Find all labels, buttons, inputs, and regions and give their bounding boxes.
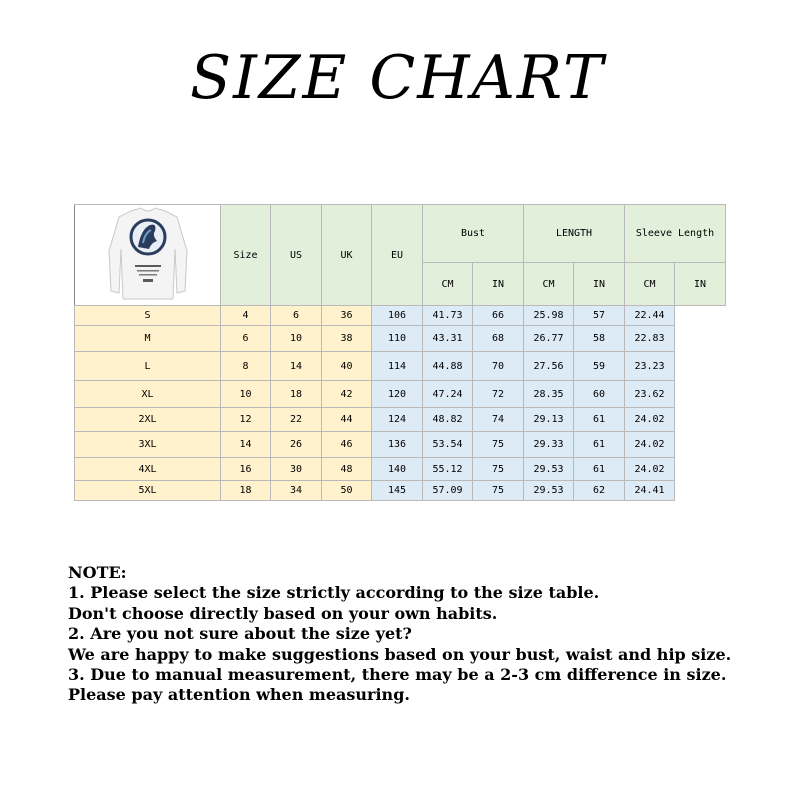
eu-cell: 38 (322, 326, 372, 352)
eu-cell: 46 (322, 432, 372, 458)
us-cell: 16 (221, 458, 271, 481)
bust-cm-cell: 140 (372, 458, 423, 481)
bust-in-header: IN (473, 263, 524, 306)
bust-in-cell: 53.54 (423, 432, 473, 458)
bust-cm-cell: 124 (372, 408, 423, 432)
length-in-cell: 28.35 (524, 381, 574, 408)
eu-cell: 50 (322, 481, 372, 501)
table-row (75, 458, 726, 481)
size-cell: 2XL (75, 408, 221, 432)
bust-cm-header: CM (423, 263, 473, 306)
note-line: 3. Due to manual measurement, there may be a 2-3 cm difference in size. (68, 665, 727, 685)
size-cell: L (75, 352, 221, 381)
note-line: Don't choose directly based on your own habits. (68, 603, 498, 623)
size-cell: 3XL (75, 432, 221, 458)
sleeve-cm-cell: 61 (574, 432, 625, 458)
length-header: LENGTH (524, 205, 625, 263)
bust-header: Bust (423, 205, 524, 263)
length-in-cell: 25.98 (524, 306, 574, 326)
size-cell: 4XL (75, 458, 221, 481)
sleeve-in-cell: 22.83 (625, 326, 675, 352)
length-in-cell: 27.56 (524, 352, 574, 381)
bust-in-cell: 41.73 (423, 306, 473, 326)
eu-cell: 48 (322, 458, 372, 481)
length-cm-cell: 72 (473, 381, 524, 408)
size-cell: M (75, 326, 221, 352)
us-cell: 10 (221, 381, 271, 408)
eu-cell: 40 (322, 352, 372, 381)
product-image-cell (75, 205, 221, 306)
size-table (74, 204, 726, 501)
sleeve-in-cell: 22.44 (625, 306, 675, 326)
table-row (75, 481, 726, 501)
length-cm-cell: 66 (473, 306, 524, 326)
uk-cell: 14 (271, 352, 322, 381)
bust-cm-cell: 145 (372, 481, 423, 501)
table-row (75, 381, 726, 408)
sweatshirt-image (105, 205, 191, 305)
sleeve-length-header: Sleeve Length (625, 205, 726, 263)
note-line: 2. Are you not sure about the size yet? (68, 624, 412, 644)
uk-header: UK (322, 205, 372, 306)
uk-cell: 22 (271, 408, 322, 432)
bust-in-cell: 43.31 (423, 326, 473, 352)
note-line: 1. Please select the size strictly according to the size table. (68, 583, 600, 603)
us-cell: 8 (221, 352, 271, 381)
eu-header: EU (372, 205, 423, 306)
length-cm-cell: 68 (473, 326, 524, 352)
note-block (68, 563, 788, 706)
uk-cell: 10 (271, 326, 322, 352)
eu-cell: 44 (322, 408, 372, 432)
size-cell: 5XL (75, 481, 221, 501)
bust-in-cell: 47.24 (423, 381, 473, 408)
sleeve-cm-cell: 61 (574, 458, 625, 481)
bust-in-cell: 55.12 (423, 458, 473, 481)
length-cm-header: CM (524, 263, 574, 306)
table-row (75, 326, 726, 352)
length-in-cell: 26.77 (524, 326, 574, 352)
sleeve-in-header: IN (675, 263, 726, 306)
sleeve-cm-cell: 61 (574, 408, 625, 432)
table-row (75, 408, 726, 432)
sleeve-in-cell: 23.23 (625, 352, 675, 381)
sleeve-cm-cell: 62 (574, 481, 625, 501)
bust-in-cell: 44.88 (423, 352, 473, 381)
sleeve-cm-cell: 59 (574, 352, 625, 381)
length-cm-cell: 74 (473, 408, 524, 432)
sleeve-cm-cell: 58 (574, 326, 625, 352)
us-cell: 18 (221, 481, 271, 501)
uk-cell: 30 (271, 458, 322, 481)
size-cell: XL (75, 381, 221, 408)
us-cell: 6 (221, 326, 271, 352)
bust-in-cell: 57.09 (423, 481, 473, 501)
length-in-cell: 29.53 (524, 481, 574, 501)
bust-in-cell: 48.82 (423, 408, 473, 432)
us-cell: 4 (221, 306, 271, 326)
sleeve-in-cell: 24.41 (625, 481, 675, 501)
bust-cm-cell: 114 (372, 352, 423, 381)
length-in-cell: 29.33 (524, 432, 574, 458)
length-cm-cell: 70 (473, 352, 524, 381)
uk-cell: 34 (271, 481, 322, 501)
uk-cell: 26 (271, 432, 322, 458)
sleeve-in-cell: 24.02 (625, 458, 675, 481)
bust-cm-cell: 136 (372, 432, 423, 458)
sleeve-cm-cell: 57 (574, 306, 625, 326)
bust-cm-cell: 106 (372, 306, 423, 326)
length-cm-cell: 75 (473, 432, 524, 458)
note-line: Please pay attention when measuring. (68, 685, 410, 705)
length-in-cell: 29.13 (524, 408, 574, 432)
sleeve-in-cell: 24.02 (625, 408, 675, 432)
uk-cell: 18 (271, 381, 322, 408)
length-in-cell: 29.53 (524, 458, 574, 481)
table-row (75, 432, 726, 458)
eu-cell: 42 (322, 381, 372, 408)
us-cell: 12 (221, 408, 271, 432)
note-line: We are happy to make suggestions based on your bust, waist and hip size. (68, 644, 732, 664)
size-cell: S (75, 306, 221, 326)
bust-cm-cell: 120 (372, 381, 423, 408)
page-title: SIZE CHART (190, 43, 606, 113)
length-in-header: IN (574, 263, 625, 306)
sleeve-cm-cell: 60 (574, 381, 625, 408)
us-header: US (271, 205, 322, 306)
note-heading: NOTE: (68, 563, 127, 582)
size-header: Size (221, 205, 271, 306)
length-cm-cell: 75 (473, 481, 524, 501)
bust-cm-cell: 110 (372, 326, 423, 352)
table-row (75, 352, 726, 381)
length-cm-cell: 75 (473, 458, 524, 481)
eu-cell: 36 (322, 306, 372, 326)
sleeve-cm-header: CM (625, 263, 675, 306)
table-row (75, 306, 726, 326)
sleeve-in-cell: 24.02 (625, 432, 675, 458)
us-cell: 14 (221, 432, 271, 458)
sleeve-in-cell: 23.62 (625, 381, 675, 408)
uk-cell: 6 (271, 306, 322, 326)
